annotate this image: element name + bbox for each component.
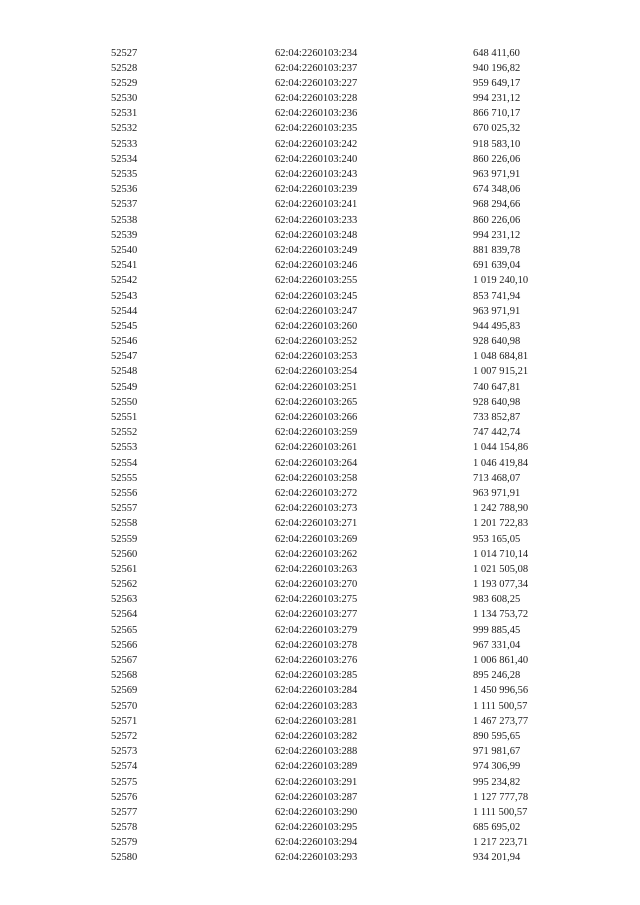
row-number-cell: 52568	[111, 670, 138, 682]
cadastral-number-cell: 62:04:2260103:240	[275, 153, 358, 165]
row-number-cell: 52580	[111, 852, 138, 864]
cadastral-value-cell: 1 111 500,57	[473, 700, 528, 712]
cadastral-value-cell: 1 193 077,34	[473, 579, 529, 591]
row-number-cell: 52564	[111, 609, 138, 621]
row-number-cell: 52542	[111, 275, 138, 287]
table-row	[0, 137, 640, 152]
table-row	[0, 456, 640, 471]
table-row	[0, 76, 640, 91]
table-row	[0, 213, 640, 228]
row-number-cell: 52572	[111, 730, 138, 742]
cadastral-number-cell: 62:04:2260103:290	[275, 806, 358, 818]
row-number-cell: 52554	[111, 457, 138, 469]
row-number-cell: 52538	[111, 214, 138, 226]
table-row	[0, 425, 640, 440]
cadastral-number-cell: 62:04:2260103:234	[275, 47, 358, 59]
cadastral-value-cell: 953 165,05	[473, 533, 521, 545]
table-row	[0, 699, 640, 714]
table-row	[0, 197, 640, 212]
cadastral-number-cell: 62:04:2260103:227	[275, 77, 358, 89]
cadastral-value-cell: 1 044 154,86	[473, 442, 529, 454]
row-number-cell: 52577	[111, 806, 138, 818]
cadastral-number-cell: 62:04:2260103:253	[275, 351, 358, 363]
table-row	[0, 395, 640, 410]
cadastral-value-cell: 1 242 788,90	[473, 503, 529, 515]
cadastral-number-cell: 62:04:2260103:287	[275, 791, 358, 803]
cadastral-number-cell: 62:04:2260103:247	[275, 305, 358, 317]
row-number-cell: 52548	[111, 366, 138, 378]
cadastral-value-cell: 670 025,32	[473, 123, 521, 135]
table-row	[0, 61, 640, 76]
row-number-cell: 52535	[111, 169, 138, 180]
cadastral-number-cell: 62:04:2260103:285	[275, 670, 358, 682]
table-row	[0, 106, 640, 121]
row-number-cell: 52557	[111, 503, 138, 515]
cadastral-number-cell: 62:04:2260103:275	[275, 594, 358, 606]
table-row	[0, 501, 640, 516]
cadastral-number-cell: 62:04:2260103:277	[275, 609, 358, 621]
table-row	[0, 623, 640, 638]
cadastral-value-cell: 860 226,06	[473, 153, 521, 165]
table-row	[0, 850, 640, 865]
table-row	[0, 790, 640, 805]
row-number-cell: 52529	[111, 77, 138, 89]
table-row	[0, 273, 640, 288]
cadastral-value-cell: 1 467 273,77	[473, 715, 529, 727]
row-number-cell: 52549	[111, 381, 138, 393]
cadastral-value-cell: 1 127 777,78	[473, 791, 529, 803]
table-row	[0, 607, 640, 622]
row-number-cell: 52543	[111, 290, 138, 302]
cadastral-value-cell: 928 640,98	[473, 336, 521, 348]
table-row	[0, 182, 640, 197]
cadastral-value-cell: 963 971,91	[473, 487, 521, 499]
cadastral-number-cell: 62:04:2260103:242	[275, 138, 358, 150]
table-row	[0, 471, 640, 486]
row-number-cell: 52545	[111, 320, 138, 332]
row-number-cell: 52563	[111, 594, 138, 606]
row-number-cell: 52573	[111, 746, 138, 758]
row-number-cell: 52532	[111, 123, 138, 135]
table-row	[0, 228, 640, 243]
cadastral-value-cell: 890 595,65	[473, 730, 521, 742]
table-row	[0, 304, 640, 319]
cadastral-number-cell: 62:04:2260103:258	[275, 472, 358, 484]
table-row	[0, 380, 640, 395]
cadastral-number-cell: 62:04:2260103:276	[275, 655, 358, 666]
cadastral-value-cell: 895 246,28	[473, 670, 521, 682]
cadastral-number-cell: 62:04:2260103:295	[275, 822, 358, 834]
cadastral-number-cell: 62:04:2260103:249	[275, 244, 358, 256]
cadastral-value-cell: 968 294,66	[473, 199, 521, 211]
cadastral-value-cell: 963 971,91	[473, 169, 521, 180]
table-row	[0, 729, 640, 744]
table-row	[0, 167, 640, 182]
cadastral-number-cell: 62:04:2260103:294	[275, 837, 358, 849]
row-number-cell: 52551	[111, 412, 138, 423]
table-row	[0, 243, 640, 258]
row-number-cell: 52527	[111, 47, 138, 59]
table-row	[0, 668, 640, 683]
cadastral-number-cell: 62:04:2260103:239	[275, 184, 358, 196]
table-row	[0, 744, 640, 759]
cadastral-value-cell: 999 885,45	[473, 624, 521, 636]
row-number-cell: 52561	[111, 563, 138, 575]
cadastral-value-cell: 1 217 223,71	[473, 837, 529, 849]
row-number-cell: 52574	[111, 761, 138, 773]
cadastral-value-cell: 1 201 722,83	[473, 518, 529, 530]
row-number-cell: 52536	[111, 184, 138, 196]
cadastral-number-cell: 62:04:2260103:283	[275, 700, 358, 712]
row-number-cell: 52570	[111, 700, 138, 712]
cadastral-value-cell: 1 006 861,40	[473, 655, 529, 666]
table-row	[0, 775, 640, 790]
cadastral-number-cell: 62:04:2260103:266	[275, 412, 358, 423]
row-number-cell: 52556	[111, 487, 138, 499]
table-row	[0, 562, 640, 577]
table-row	[0, 547, 640, 562]
row-number-cell: 52547	[111, 351, 138, 363]
row-number-cell: 52539	[111, 229, 138, 241]
cadastral-number-cell: 62:04:2260103:264	[275, 457, 358, 469]
cadastral-value-cell: 918 583,10	[473, 138, 521, 150]
table-row	[0, 835, 640, 850]
row-number-cell: 52555	[111, 472, 138, 484]
cadastral-number-cell: 62:04:2260103:263	[275, 563, 358, 575]
row-number-cell: 52571	[111, 715, 138, 727]
cadastral-number-cell: 62:04:2260103:259	[275, 427, 358, 439]
cadastral-number-cell: 62:04:2260103:291	[275, 776, 358, 788]
row-number-cell: 52540	[111, 244, 138, 256]
cadastral-value-cell: 1 046 419,84	[473, 457, 529, 469]
cadastral-value-cell: 940 196,82	[473, 62, 521, 74]
cadastral-number-cell: 62:04:2260103:261	[275, 442, 358, 454]
cadastral-number-cell: 62:04:2260103:282	[275, 730, 358, 742]
row-number-cell: 52565	[111, 624, 138, 636]
row-number-cell: 52562	[111, 579, 138, 591]
table-row	[0, 91, 640, 106]
cadastral-number-cell: 62:04:2260103:289	[275, 761, 358, 773]
cadastral-number-cell: 62:04:2260103:288	[275, 746, 358, 758]
table-row	[0, 440, 640, 455]
table-row	[0, 820, 640, 835]
cadastral-value-cell: 995 234,82	[473, 776, 521, 788]
table-row	[0, 258, 640, 273]
cadastral-number-cell: 62:04:2260103:236	[275, 108, 358, 120]
cadastral-number-cell: 62:04:2260103:248	[275, 229, 358, 241]
cadastral-value-cell: 1 450 996,56	[473, 685, 529, 697]
cadastral-number-cell: 62:04:2260103:235	[275, 123, 358, 135]
cadastral-number-cell: 62:04:2260103:265	[275, 396, 358, 408]
cadastral-number-cell: 62:04:2260103:293	[275, 852, 358, 864]
cadastral-value-cell: 971 981,67	[473, 746, 521, 758]
cadastral-value-cell: 674 348,06	[473, 184, 521, 196]
cadastral-value-cell: 1 019 240,10	[473, 275, 529, 287]
cadastral-value-cell: 928 640,98	[473, 396, 521, 408]
table-row	[0, 638, 640, 653]
table-row	[0, 577, 640, 592]
cadastral-value-cell: 733 852,87	[473, 412, 521, 423]
table-row	[0, 364, 640, 379]
cadastral-value-cell: 853 741,94	[473, 290, 521, 302]
cadastral-value-cell: 1 021 505,08	[473, 563, 529, 575]
row-number-cell: 52578	[111, 822, 138, 834]
cadastral-number-cell: 62:04:2260103:262	[275, 548, 358, 560]
row-number-cell: 52560	[111, 548, 138, 560]
cadastral-number-cell: 62:04:2260103:237	[275, 62, 358, 74]
row-number-cell: 52533	[111, 138, 138, 150]
cadastral-number-cell: 62:04:2260103:233	[275, 214, 358, 226]
table-row	[0, 592, 640, 607]
cadastral-number-cell: 62:04:2260103:228	[275, 93, 358, 105]
table-row	[0, 516, 640, 531]
table-row	[0, 683, 640, 698]
cadastral-value-cell: 944 495,83	[473, 320, 521, 332]
row-number-cell: 52546	[111, 336, 138, 348]
cadastral-value-cell: 967 331,04	[473, 639, 521, 651]
row-number-cell: 52528	[111, 62, 138, 74]
cadastral-number-cell: 62:04:2260103:255	[275, 275, 358, 287]
table-row	[0, 805, 640, 820]
cadastral-value-cell: 959 649,17	[473, 77, 521, 89]
row-number-cell: 52531	[111, 108, 138, 120]
cadastral-number-cell: 62:04:2260103:269	[275, 533, 358, 545]
table-row	[0, 653, 640, 668]
row-number-cell: 52559	[111, 533, 138, 545]
cadastral-number-cell: 62:04:2260103:273	[275, 503, 358, 515]
cadastral-value-cell: 648 411,60	[473, 47, 520, 59]
cadastral-value-cell: 866 710,17	[473, 108, 521, 120]
row-number-cell: 52576	[111, 791, 138, 803]
cadastral-value-cell: 860 226,06	[473, 214, 521, 226]
cadastral-number-cell: 62:04:2260103:251	[275, 381, 358, 393]
cadastral-number-cell: 62:04:2260103:271	[275, 518, 358, 530]
table-row	[0, 152, 640, 167]
cadastral-number-cell: 62:04:2260103:270	[275, 579, 358, 591]
cadastral-number-cell: 62:04:2260103:284	[275, 685, 358, 697]
table-row	[0, 121, 640, 136]
cadastral-value-cell: 691 639,04	[473, 260, 521, 272]
row-number-cell: 52550	[111, 396, 138, 408]
row-number-cell: 52534	[111, 153, 138, 165]
cadastral-value-cell: 963 971,91	[473, 305, 521, 317]
cadastral-value-cell: 713 468,07	[473, 472, 521, 484]
cadastral-number-cell: 62:04:2260103:243	[275, 169, 358, 180]
table-row	[0, 334, 640, 349]
row-number-cell: 52553	[111, 442, 138, 454]
table-row	[0, 486, 640, 501]
cadastral-number-cell: 62:04:2260103:245	[275, 290, 358, 302]
cadastral-value-cell: 1 111 500,57	[473, 806, 528, 818]
cadastral-value-cell: 740 647,81	[473, 381, 521, 393]
row-number-cell: 52530	[111, 93, 138, 105]
cadastral-number-cell: 62:04:2260103:252	[275, 336, 358, 348]
table-row	[0, 410, 640, 425]
table-row	[0, 759, 640, 774]
row-number-cell: 52567	[111, 655, 138, 666]
table-row	[0, 714, 640, 729]
cadastral-number-cell: 62:04:2260103:272	[275, 487, 358, 499]
cadastral-value-cell: 983 608,25	[473, 594, 521, 606]
row-number-cell: 52575	[111, 776, 138, 788]
cadastral-value-cell: 1 014 710,14	[473, 548, 529, 560]
table-row	[0, 319, 640, 334]
cadastral-value-cell: 1 007 915,21	[473, 366, 529, 378]
cadastral-value-cell: 1 048 684,81	[473, 351, 529, 363]
cadastral-number-cell: 62:04:2260103:281	[275, 715, 358, 727]
cadastral-number-cell: 62:04:2260103:278	[275, 639, 358, 651]
cadastral-number-cell: 62:04:2260103:279	[275, 624, 358, 636]
cadastral-number-cell: 62:04:2260103:260	[275, 320, 358, 332]
row-number-cell: 52544	[111, 305, 138, 317]
cadastral-value-cell: 934 201,94	[473, 852, 521, 864]
row-number-cell: 52541	[111, 260, 138, 272]
cadastral-value-table	[0, 46, 640, 866]
row-number-cell: 52569	[111, 685, 138, 697]
table-row	[0, 532, 640, 547]
row-number-cell: 52558	[111, 518, 138, 530]
table-row	[0, 46, 640, 61]
cadastral-value-cell: 994 231,12	[473, 93, 521, 105]
row-number-cell: 52552	[111, 427, 138, 439]
cadastral-number-cell: 62:04:2260103:241	[275, 199, 358, 211]
cadastral-value-cell: 1 134 753,72	[473, 609, 529, 621]
cadastral-value-cell: 881 839,78	[473, 244, 521, 256]
cadastral-number-cell: 62:04:2260103:246	[275, 260, 358, 272]
table-row	[0, 349, 640, 364]
cadastral-value-cell: 747 442,74	[473, 427, 521, 439]
table-row	[0, 289, 640, 304]
cadastral-value-cell: 994 231,12	[473, 229, 521, 241]
cadastral-value-cell: 974 306,99	[473, 761, 521, 773]
row-number-cell: 52566	[111, 639, 138, 651]
cadastral-value-cell: 685 695,02	[473, 822, 521, 834]
row-number-cell: 52579	[111, 837, 138, 849]
row-number-cell: 52537	[111, 199, 138, 211]
cadastral-number-cell: 62:04:2260103:254	[275, 366, 358, 378]
